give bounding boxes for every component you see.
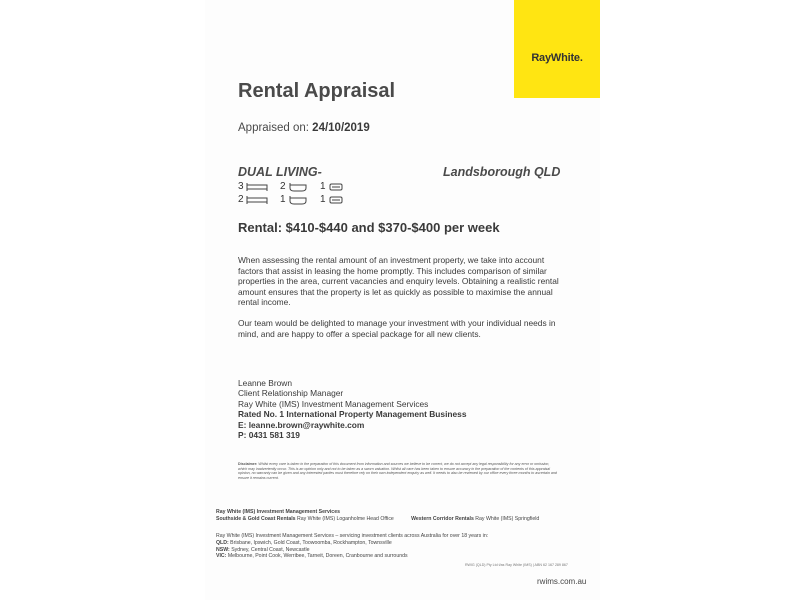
- suburb: Landsborough QLD: [443, 165, 561, 179]
- abn-line: RWIG (QLD) Pty Ltd t/as Ray White (IMS) | ABN 62 167 289 867: [465, 563, 568, 567]
- dwelling-features-2: [238, 194, 356, 205]
- rental-range: Rental: $410-$440 and $370-$400 per week: [238, 220, 500, 235]
- car-icon: [328, 195, 344, 205]
- signatory-phone: P: 0431 581 319: [238, 430, 300, 441]
- property-type: DUAL LIVING-: [238, 165, 322, 179]
- vic-label: VIC:: [216, 553, 227, 560]
- nsw-label: NSW:: [216, 546, 230, 553]
- disclaimer: [238, 462, 558, 480]
- ray-white-logo: RayWhite.: [531, 52, 583, 64]
- bed-icon: [246, 182, 268, 192]
- qld-locations: Brisbane, Ipswich, Gold Coast, Toowoomba, Rockhampton, Townsville: [230, 539, 392, 546]
- disclaimer-text: Whilst every care is taken in the preparation of this document from information and sources we believe to be correct, we do not accept any legal responsibility for any error or omission, which may inadvertently occur. This is an opinion only and not to be taken as a sworn valuation. Whilst all care has been taken to ensure accuracy in the preparation of the contents of this appraisal opinion, no warranty can be given and any interested parties must therefore rely on their own independent enquiry as well. It needs to also be reviewed by our office every three months to ascertain and ensure it remains current.: [238, 462, 557, 480]
- servicing-statement: Ray White (IMS) Investment Management Services – servicing investment clients across Australia for over 18 years in:: [216, 533, 489, 539]
- office-2-label: Western Corridor Rentals: [411, 515, 474, 522]
- bath-icon: [288, 195, 308, 205]
- appraised-label: Appraised on:: [238, 122, 313, 134]
- qld-label: QLD:: [216, 539, 229, 546]
- office-2-value: Ray White (IMS) Springfield: [475, 515, 540, 522]
- bed-icon: [246, 195, 268, 205]
- signature-block: [238, 378, 467, 440]
- office-1-value: Ray White (IMS) Loganholme Head Office: [297, 515, 394, 522]
- appraised-date-value: 24/10/2019: [312, 122, 370, 134]
- footer-heading: Ray White (IMS) Investment Management Services: [216, 509, 340, 515]
- appraised-date: [238, 122, 370, 134]
- bathrooms-count: 2: [280, 181, 286, 192]
- car-icon: [328, 182, 344, 192]
- footer-locations: [216, 533, 488, 560]
- car-spaces-count: 1: [320, 194, 326, 205]
- car-spaces-count: 1: [320, 181, 326, 192]
- signatory-name: Leanne Brown: [238, 378, 293, 388]
- bedrooms-count: 2: [238, 194, 244, 205]
- bedrooms-count: 3: [238, 181, 244, 192]
- signatory-company: Ray White (IMS) Investment Management Services: [238, 398, 429, 409]
- page-title: Rental Appraisal: [238, 80, 396, 102]
- bath-icon: [288, 182, 308, 192]
- brand-block: [514, 0, 600, 98]
- footer-offices: [216, 509, 539, 523]
- signatory-email[interactable]: E: leanne.brown@raywhite.com: [238, 419, 365, 430]
- office-1-label: Southside & Gold Coast Rentals: [216, 515, 296, 522]
- offer-paragraph: Our team would be delighted to manage your investment with your individual needs in mind, and are happy to offer a special package for all new clients.: [238, 318, 556, 339]
- nsw-locations: Sydney, Central Coast, Newcastle: [231, 546, 310, 553]
- assessment-paragraph: When assessing the rental amount of an investment property, we take into account factors that assist in leasing the home promptly. This includes comparison of similar properties in the area, current vacancies and enquiry levels. Obtaining a realistic rental amount ensures that the property is let as quickly as possible to maximise the annual rental income.: [238, 255, 559, 308]
- disclaimer-label: Disclaimer:: [238, 462, 258, 466]
- signatory-role: Client Relationship Manager: [238, 388, 344, 399]
- website-link[interactable]: rwims.com.au: [537, 577, 587, 586]
- dwelling-features-1: [238, 181, 356, 192]
- bathrooms-count: 1: [280, 194, 286, 205]
- vic-locations: Melbourne, Point Cook, Werribee, Tarneit, Doreen, Cranbourne and surrounds: [227, 553, 408, 560]
- award-statement: Rated No. 1 International Property Management Business: [238, 409, 467, 420]
